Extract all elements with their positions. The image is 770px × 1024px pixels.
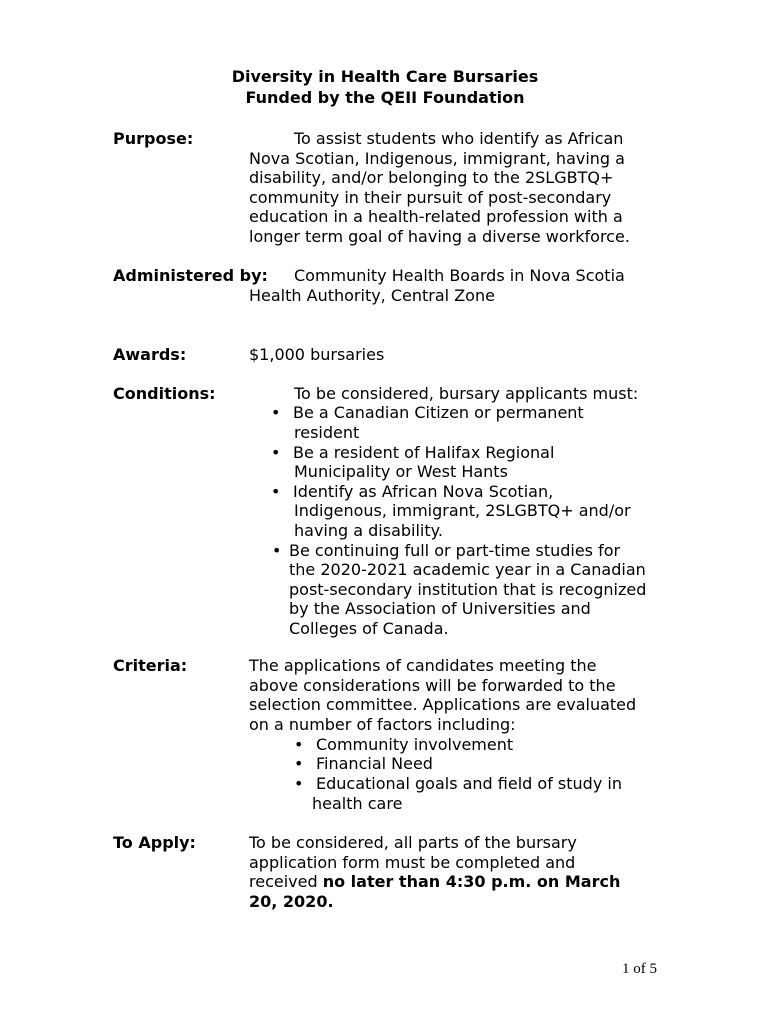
list-item-continuation: having a disability. <box>294 521 443 540</box>
list-item <box>294 754 433 774</box>
purpose-text <box>249 129 630 247</box>
bullet-icon: • <box>271 482 281 501</box>
list-item <box>294 735 513 755</box>
bullet-icon: • <box>272 541 282 560</box>
bullet-icon: • <box>294 774 304 793</box>
list-item <box>272 541 620 561</box>
criteria-line: on a number of factors including: <box>249 714 516 734</box>
apply-line: application form must be completed and <box>249 852 576 872</box>
conditions-intro: To be considered, bursary applicants must: <box>294 384 639 403</box>
awards-label: Awards: <box>113 345 187 364</box>
document-title-line2: Funded by the QEII Foundation <box>245 88 525 107</box>
apply-line <box>249 892 620 912</box>
list-item-text: Be a Canadian Citizen or permanent <box>293 403 584 422</box>
list-item-continuation: post-secondary institution that is recognized <box>289 580 647 599</box>
apply-line <box>249 872 620 892</box>
purpose-line: community in their pursuit of post-secondary <box>249 187 612 207</box>
apply-deadline-date: 20, 2020. <box>249 891 334 911</box>
list-item <box>271 403 584 423</box>
list-item-text: Be continuing full or part-time studies for <box>289 541 621 560</box>
list-item-continuation: health care <box>312 794 403 813</box>
list-item-continuation: Municipality or West Hants <box>294 462 508 481</box>
purpose-line: longer term goal of having a diverse workforce. <box>249 226 630 246</box>
bullet-icon: • <box>294 735 304 754</box>
apply-label: To Apply: <box>113 833 196 852</box>
administered-line: Community Health Boards in Nova Scotia <box>294 266 625 285</box>
purpose-line: education in a health-related profession with a <box>249 207 623 227</box>
list-item-text: Educational goals and field of study in <box>316 774 622 793</box>
apply-text <box>249 833 620 911</box>
list-item-continuation: Colleges of Canada. <box>289 619 449 638</box>
list-item-continuation: by the Association of Universities and <box>289 599 591 618</box>
criteria-label: Criteria: <box>113 656 188 675</box>
purpose-line: Nova Scotian, Indigenous, immigrant, having a <box>249 148 625 168</box>
administered-line: Health Authority, Central Zone <box>249 285 495 305</box>
conditions-label: Conditions: <box>113 384 216 403</box>
administered-label: Administered by: <box>113 266 268 285</box>
bullet-icon: • <box>294 754 304 773</box>
list-item <box>271 443 554 463</box>
criteria-line: selection committee. Applications are evaluated <box>249 695 637 715</box>
apply-line-plain: received <box>249 872 323 892</box>
bullet-icon: • <box>271 443 281 462</box>
list-item-text: Be a resident of Halifax Regional <box>293 443 555 462</box>
list-item-continuation: Indigenous, immigrant, 2SLGBTQ+ and/or <box>294 501 631 520</box>
criteria-line: The applications of candidates meeting the <box>249 656 597 675</box>
list-item <box>271 482 553 502</box>
document-title-line1: Diversity in Health Care Bursaries <box>231 67 539 86</box>
list-item-text: Community involvement <box>316 735 514 754</box>
administered-text <box>249 266 625 305</box>
purpose-line: To assist students who identify as African <box>294 129 624 148</box>
list-item-continuation: the 2020-2021 academic year in a Canadian <box>289 560 646 579</box>
awards-value: $1,000 bursaries <box>249 345 385 364</box>
purpose-label: Purpose: <box>113 129 194 148</box>
list-item-text: Identify as African Nova Scotian, <box>293 482 554 501</box>
bullet-icon: • <box>271 403 281 422</box>
apply-deadline: no later than 4:30 p.m. on March <box>322 872 621 892</box>
list-item <box>294 774 622 794</box>
list-item-continuation: resident <box>294 423 360 442</box>
criteria-text <box>249 656 636 734</box>
page-number: 1 of 5 <box>622 961 657 977</box>
apply-line: To be considered, all parts of the bursary <box>249 833 577 852</box>
criteria-line: above considerations will be forwarded to the <box>249 675 616 695</box>
list-item-text: Financial Need <box>316 754 433 773</box>
purpose-line: disability, and/or belonging to the 2SLGBTQ+ <box>249 168 614 188</box>
